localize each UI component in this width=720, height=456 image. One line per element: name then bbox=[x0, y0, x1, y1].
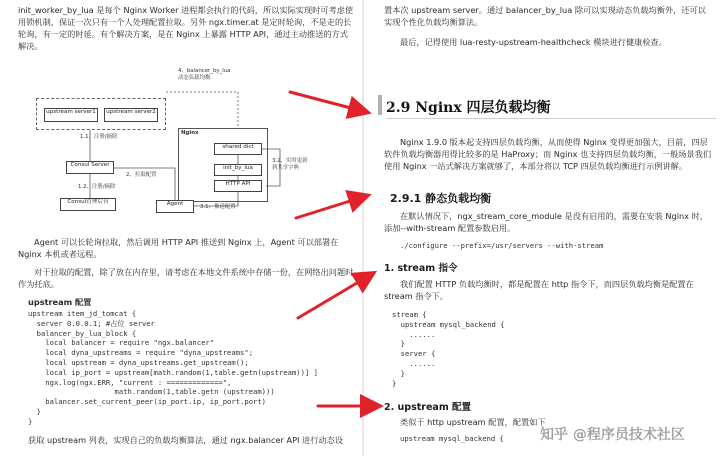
subsection-heading: 2.9.1 静态负载均衡 bbox=[390, 192, 492, 205]
upstream-server-1-box: upstream server1 bbox=[44, 108, 98, 122]
upstream-config-heading: 2. upstream 配置 bbox=[384, 402, 472, 413]
code-title: upstream 配置 bbox=[28, 297, 92, 307]
diagram-top-label: 4、balancer_by_lua 动态负载均衡 bbox=[178, 68, 231, 81]
nginx-label: Nginx bbox=[181, 130, 199, 136]
consul-server-box: Consul Server bbox=[66, 161, 114, 174]
upstream-server-2-box: upstream server2 bbox=[104, 108, 158, 122]
stream-code-block: stream { upstream mysql_backend { ...... } server { ...... } } bbox=[392, 310, 505, 388]
consul-console-box: Consul管理后台 bbox=[60, 198, 116, 211]
arrow-1 bbox=[290, 92, 366, 112]
configure-command: ./configure --prefix=/usr/servers --with-stream bbox=[400, 241, 604, 250]
left-paragraph-3: 对于拉取的配置，除了放在内存里，请考虑在本地文件系统中存储一份，在网络出问题时作为托底。 bbox=[18, 267, 354, 289]
stream-directive-heading: 1. stream 指令 bbox=[384, 263, 458, 274]
right-paragraph-3: Nginx 1.9.0 版本起支持四层负载均衡，从而使得 Nginx 变得更加强大，目前，四层软件负载均衡器用得比较多的是 HaProxy；而 Nginx 也支持四层负载均衡，一般场景我们使用 Nginx 一站式解决方案就够了，本部分将以 TCP 四层负载均衡进行示例讲解。 bbox=[384, 137, 712, 171]
shared-dict-box: shared dict bbox=[214, 143, 262, 155]
left-paragraph-4: 获取 upstream 列表，实现自己的负载均衡算法，通过 ngx.balancer API 进行动态设 bbox=[28, 435, 343, 445]
arrow-3 bbox=[298, 274, 372, 318]
agent-box: Agent bbox=[156, 200, 194, 213]
upstream-code-block: upstream item_jd_tomcat { server 0.0.0.1; #占位 server balancer_by_lua_block { local balancer = require "ngx.balancer" local dyna_upstreams = require "dyna_upstreams"; local upstream = dyna_upstreams.get_upstream(); local ip_port = upstream[math.random(1,table.getn(upstream))] ] ngx.log(ngx.ERR, "current : =============", math.random(1,table.getn (upstream))) balancer.set_current_peer(ip_port.ip, ip_port.port) } } bbox=[28, 309, 318, 426]
left-paragraph-2: Agent 可以长轮询拉取，然后调用 HTTP API 推送到 Nginx 上，Agent 可以部署在 Nginx 本机或者远程。 bbox=[18, 237, 339, 259]
upstream-backend-code: upstream mysql_backend { bbox=[400, 434, 504, 443]
register-label-2: 1.2、注册/摘除 bbox=[78, 184, 116, 190]
pull-config-label: 2、拉取配置 bbox=[126, 172, 157, 178]
right-paragraph-2: 最后，记得使用 lua-resty-upstream-healthcheck 模块进行健康检查。 bbox=[400, 37, 667, 47]
right-paragraph-6: 类似于 http upstream 配置，配置如下 bbox=[400, 417, 546, 427]
right-paragraph-1: 置本次 upstream server。通过 balancer_by_lua 除可以实现动态负载均衡外，还可以实现个性化负载均衡算法。 bbox=[384, 5, 706, 27]
realtime-update-label: 3.2、实时更新 到共享字典 bbox=[272, 158, 308, 171]
push-config-label: 3.1、推送配置 bbox=[200, 204, 236, 210]
section-heading: 2.9 Nginx 四层负载均衡 bbox=[386, 100, 551, 116]
register-label-1: 1.1、注册/摘除 bbox=[80, 134, 118, 140]
arrow-2 bbox=[296, 196, 366, 218]
right-paragraph-5: 我们配置 HTTP 负载均衡时，都是配置在 http 指令下，而四层负载均衡是配置在 stream 指令下。 bbox=[384, 279, 694, 301]
http-api-box: HTTP API bbox=[214, 180, 262, 192]
init-by-lua-box: init_by_lua bbox=[214, 164, 262, 176]
zhihu-watermark: 知乎 @程序员技术社区 bbox=[540, 427, 685, 443]
right-paragraph-4: 在默认情况下，ngx_stream_core_module 是没有启用的，需要在安装 Nginx 时，添加--with-stream 配置参数启用。 bbox=[384, 211, 708, 233]
left-paragraph-1: init_worker_by_lua 是每个 Nginx Worker 进程都会执行的代码，所以实际实现时可考虑使用锁机制，保证一次只有一个人处理配置拉取。另外 ngx.timer.at 是定时轮询，不是走的长轮询，有一定的时延。有个解决方案，是在 Nginx 上暴露 HTTP API，通过主动推送的方式解决。 bbox=[18, 5, 354, 51]
